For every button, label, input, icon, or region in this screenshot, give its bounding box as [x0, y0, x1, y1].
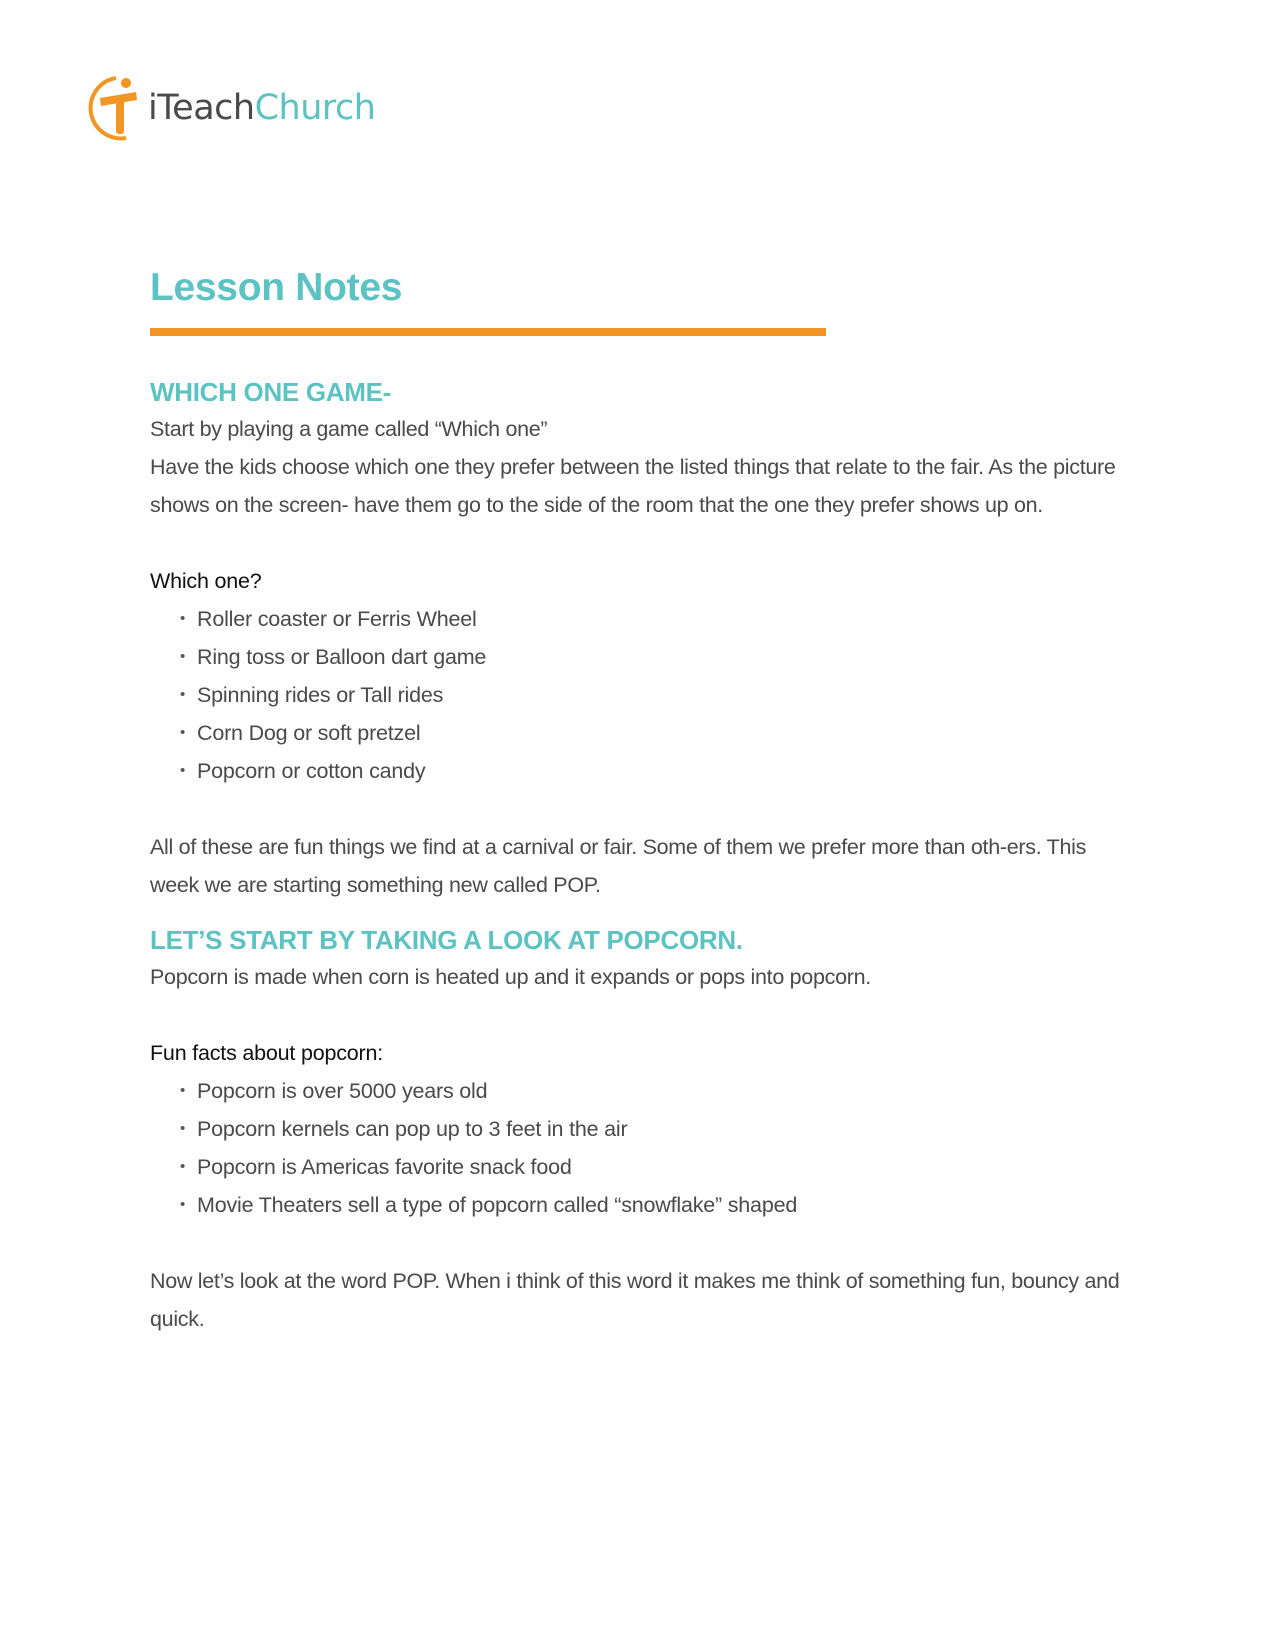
logo-wordmark-part1: iTeach	[148, 88, 255, 128]
list-item: • Ring toss or Balloon dart game	[180, 638, 1130, 676]
list-item: • Movie Theaters sell a type of popcorn called “snowflake” shaped	[180, 1186, 1130, 1224]
list-item: • Popcorn is Americas favorite snack food	[180, 1148, 1130, 1186]
list-item: • Roller coaster or Ferris Wheel	[180, 600, 1130, 638]
paragraph: Now let’s look at the word POP. When i think of this word it makes me think of something fun, bouncy and quick.	[150, 1269, 1120, 1331]
logo-wordmark	[148, 88, 375, 128]
title-underline-divider	[150, 328, 826, 336]
section-heading: LET’S START BY TAKING A LOOK AT POPCORN.	[150, 925, 743, 955]
document-body	[150, 260, 1130, 1338]
bullet-list	[150, 1072, 1130, 1224]
list-item: • Popcorn kernels can pop up to 3 feet in the air	[180, 1110, 1130, 1148]
section-heading: WHICH ONE GAME-	[150, 377, 392, 407]
logo-wordmark-part2: Church	[254, 88, 376, 128]
paragraph: Popcorn is made when corn is heated up and it expands or pops into popcorn.	[150, 965, 871, 989]
list-item: • Spinning rides or Tall rides	[180, 676, 1130, 714]
list-title: Which one?	[150, 569, 262, 593]
paragraph: Start by playing a game called “Which one”	[150, 417, 548, 441]
paragraph: Have the kids choose which one they prefer between the listed things that relate to the fair. As the picture shows on the screen- have them go to the side of the room that the one they prefer shows up on.	[150, 455, 1116, 517]
bullet-list	[150, 600, 1130, 790]
list-item: • Corn Dog or soft pretzel	[180, 714, 1130, 752]
paragraph: All of these are fun things we find at a carnival or fair. Some of them we prefer more than oth-ers. This week we are starting something new called POP.	[150, 835, 1087, 897]
list-title: Fun facts about popcorn:	[150, 1041, 384, 1065]
section-popcorn	[150, 922, 1130, 1338]
logo-person-icon	[86, 72, 146, 144]
list-item: • Popcorn or cotton candy	[180, 752, 1130, 790]
section-which-one-game	[150, 374, 1130, 904]
page-title: Lesson Notes	[150, 266, 403, 309]
list-item: • Popcorn is over 5000 years old	[180, 1072, 1130, 1110]
brand-logo	[86, 72, 375, 144]
